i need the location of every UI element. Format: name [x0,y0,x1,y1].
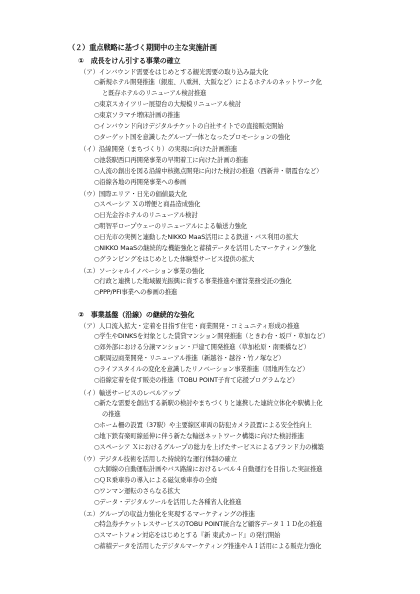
section-title: ① 成長をけん引する事業の確立 [78,57,181,65]
list-item: ○ターゲット国を意識したグループ一体となったプロモーションの強化 [94,134,291,141]
list-item: ○人流の創出を図る沿線中核拠点開発に向けた検討の推進（西新井・朝霞台など） [94,168,323,175]
list-item: ○スマートフォン対応をはじめとする『新 東武カード』の発行開始 [94,532,281,539]
list-item: ○日光市の実例と連動したNIKKO MaaS活用による鉄道・バス利用の拡大 [94,234,299,241]
list-item: ○インバウンド向けデジタルチケットの自社サイトでの直接販売開始 [94,123,284,130]
list-item: ○沿線各地の再開発事業への参画 [94,179,187,186]
subsection-title: （イ）輸送サービスのレベルアップ [80,389,181,397]
plan-heading: （２）重点戦略に基づく期間中の主な実施計画 [68,43,217,52]
subsection-title: （ウ）国際エリア・日光の価値最大化 [80,190,187,198]
subsection-title: （エ）ソーシャルイノベーション事業の強化 [80,267,205,275]
list-item-continuation: の推進 [102,411,121,418]
list-item: ○日光金谷ホテルのリニューアル検討 [94,212,198,219]
list-item: ○沿線定着を促す販売の推進（TOBU POINT子育て応援プログラムなど） [94,377,299,384]
list-item: ○東京スカイツリー展望台の大規模リニューアル検討 [94,101,242,108]
list-item: ○東京ソラマチ増床計画の推進 [94,112,180,119]
section-title: ② 事業基盤（沿線）の継続的な強化 [78,311,195,319]
list-item: ○行政と連携した地域観光振興に資する事業推進や運営業務受託の強化 [94,278,292,285]
list-item: ○郊外部における分譲マンション・戸建て開発推進（草加松原・南栗橋など） [94,344,310,351]
list-item: ○PPP/PFI事業への参画の推進 [94,289,178,296]
list-item: ○スペーシア Ｘの増便と商品造成強化 [94,201,201,208]
list-item: ○明智平ロープウェーのリニューアルによる輸送力強化 [94,223,247,230]
list-item: ○ＱＲ乗車券の導入による磁気乗車券の全廃 [94,477,218,484]
list-item: ○NIKKO MaaSの継続的な機能強化と蓄積データを活用したマーケティング強化 [94,245,316,252]
list-item: ○駅周辺商業開発・リニューアル推進（新越谷・越谷・竹ノ塚など） [94,355,285,362]
list-item: ○ワンマン運転のさらなる拡大 [94,488,180,495]
list-item-continuation: と既存ホテルのリニューアル検討推進 [102,90,207,97]
list-item: ○池袋駅西口再開発事業の早期着工に向けた計画の推進 [94,157,249,164]
list-item: ○新規ホテル開発推進（銀座、八重洲、大阪など）によるホテルのネットワーク化 [94,79,322,86]
list-item: ○ライフスタイルの変化を意識したリノベーション事業推進（団地再生など） [94,366,309,373]
subsection-title: （エ）グループの収益力強化を実現するマーケティングの推進 [80,510,255,518]
list-item: ○特急券チケットレスサービスのTOBU POINT統合など顧客データ１１Ｄ化の推進 [94,521,323,528]
list-item: ○スペーシア Ｘにおけるグループの総力を上げたサービスによるブランド力の構築 [94,444,324,451]
list-item: ○大師線の自動運転計画やバス路線におけるレベル４自動運行を目指した実証推進 [94,466,323,473]
list-item: ○蓄積データを活用したデジタルマーケティング推進やＡＩ活用による販売力強化 [94,543,322,550]
list-item: ○学生やDINKSを対象とした賃貸マンション開発推進（ときわ台・坂戸・草加など） [94,333,329,340]
list-item: ○ホーム柵の設置（37駅）や主要線区車両の防犯カメラ設置による安全性向上 [94,422,312,429]
subsection-title: （ア）インバウンド需要をはじめとする観光需要の取り込み最大化 [80,68,269,76]
list-item: ○データ・デジタルツールを活用した各種省人化推進 [94,499,242,506]
subsection-title: （ア）人口流入拡大・定着を目指す住宅・商業開発・コミュニティ形成の推進 [80,322,300,330]
list-item: ○地下鉄有楽町線延伸に伴う新たな輸送ネットワーク構築に向けた検討推進 [94,433,304,440]
subsection-title: （イ）沿線開発（まちづくり）の実現に向けた計画推進 [80,145,238,153]
list-item: ○グランピングをはじめとした体験型サービス提供の拡大 [94,256,255,263]
subsection-title: （ウ）デジタル技術を活用した持続的な運行体制の確立 [80,455,237,463]
list-item: ○新たな需要を創出する新駅の検討やまちづくりと連携した連続立体化や駅構上化 [94,400,323,407]
